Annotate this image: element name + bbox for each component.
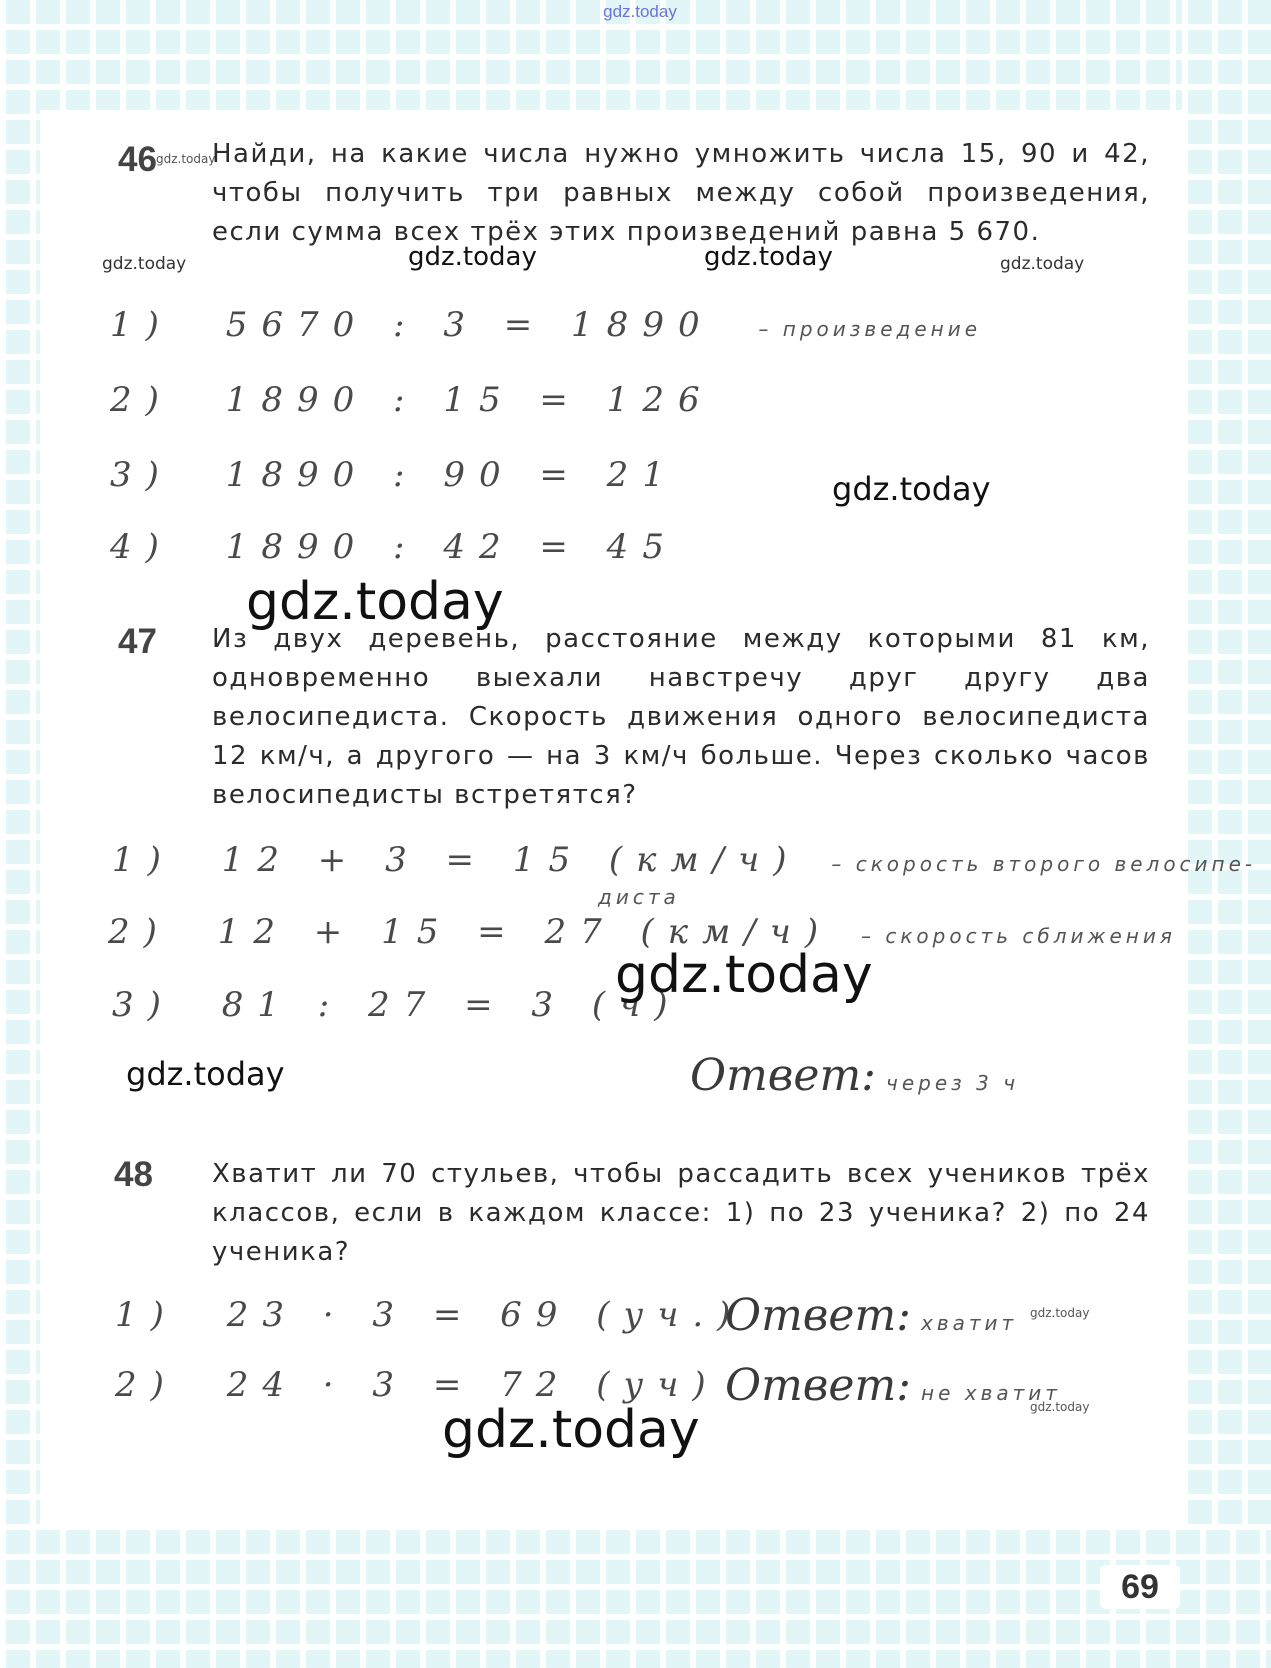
watermark: gdz.today: [246, 572, 504, 632]
solution-note: – произведение: [758, 317, 982, 341]
solution-line: [110, 380, 714, 420]
watermark: gdz.today: [1030, 1400, 1090, 1414]
page-number: 69: [1100, 1565, 1180, 1609]
solution-expression: 12 + 3 = 15 (км/ч): [221, 840, 801, 880]
solution-line: [112, 985, 682, 1025]
answer-value: через 3 ч: [886, 1071, 1020, 1095]
solution-note-continuation: диста: [598, 885, 680, 909]
solution-expression: 12 + 15 = 27 (км/ч): [217, 912, 833, 952]
solution-expression: 24 · 3 = 72 (уч): [226, 1365, 720, 1405]
solution-line: [110, 527, 678, 567]
border-pattern-bottom: [0, 1530, 1271, 1668]
solution-line: [110, 455, 678, 495]
step-number: 3): [112, 985, 175, 1025]
solution-line: [115, 1295, 744, 1335]
step-number: 4): [110, 527, 173, 567]
step-number: 2): [110, 380, 173, 420]
answer: [725, 1360, 1061, 1411]
answer: [690, 1050, 1019, 1101]
watermark: gdz.today: [615, 945, 873, 1005]
step-number: 1): [112, 840, 175, 880]
task-text-46: Найди, на какие числа нужно умножить числа 15, 90 и 42, чтобы получить три равных между собой произведения, если сумма всех трёх этих произведений равна 5 670.: [212, 139, 1150, 247]
solution-expression: 23 · 3 = 69 (уч.): [226, 1295, 745, 1335]
step-number: 2): [115, 1365, 178, 1405]
answer-label: Ответ:: [725, 1360, 911, 1411]
border-pattern-right: [1182, 0, 1271, 1668]
answer-label: Ответ:: [690, 1050, 876, 1101]
site-header: gdz.today: [603, 2, 677, 21]
solution-line: [110, 305, 981, 345]
task-text-48: Хватит ли 70 стульев, чтобы рассадить всех учеников трёх классов, если в каждом классе: 1) по 23 ученика? 2) по 24 ученика?: [212, 1159, 1150, 1267]
watermark: gdz.today: [442, 1400, 700, 1460]
solution-expression: 1890 : 15 = 126: [225, 380, 714, 420]
step-number: 3): [110, 455, 173, 495]
solution-line: [115, 1365, 720, 1405]
solution-expression: 81 : 27 = 3 (ч): [221, 985, 682, 1025]
solution-expression: 1890 : 42 = 45: [225, 527, 678, 567]
solution-note: – скорость второго велосипе-: [831, 852, 1257, 876]
watermark: gdz.today: [704, 242, 833, 272]
watermark: gdz.today: [102, 254, 187, 274]
task-number-48: 48: [114, 1155, 153, 1194]
solution-line: [112, 840, 1256, 880]
watermark: gdz.today: [408, 242, 537, 272]
step-number: 1): [115, 1295, 178, 1335]
step-number: 1): [110, 305, 173, 345]
answer-value: хватит: [921, 1311, 1018, 1335]
watermark: gdz.today: [1000, 254, 1085, 274]
border-pattern-left: [0, 0, 40, 1668]
answer-value: не хватит: [921, 1381, 1061, 1405]
solution-note: – скорость сближения: [860, 924, 1176, 948]
task-number-47: 47: [118, 622, 157, 661]
solution-expression: 5670 : 3 = 1890: [225, 305, 714, 345]
task-number-46: 46: [118, 140, 157, 179]
answer-label: Ответ:: [725, 1290, 911, 1341]
task-text-47: Из двух деревень, расстояние между которыми 81 км, одновременно выехали навстречу друг другу два велосипедиста. Скорость движения одного велосипедиста 12 км/ч, а другого — на 3 км/ч больше. Через сколько часов велосипедисты встретятся?: [212, 624, 1150, 810]
watermark: gdz.today: [1030, 1306, 1090, 1320]
step-number: 2): [108, 912, 171, 952]
solution-expression: 1890 : 90 = 21: [225, 455, 678, 495]
watermark: gdz.today: [156, 152, 216, 166]
answer: [725, 1290, 1017, 1341]
watermark: gdz.today: [832, 470, 991, 508]
watermark: gdz.today: [126, 1055, 285, 1093]
